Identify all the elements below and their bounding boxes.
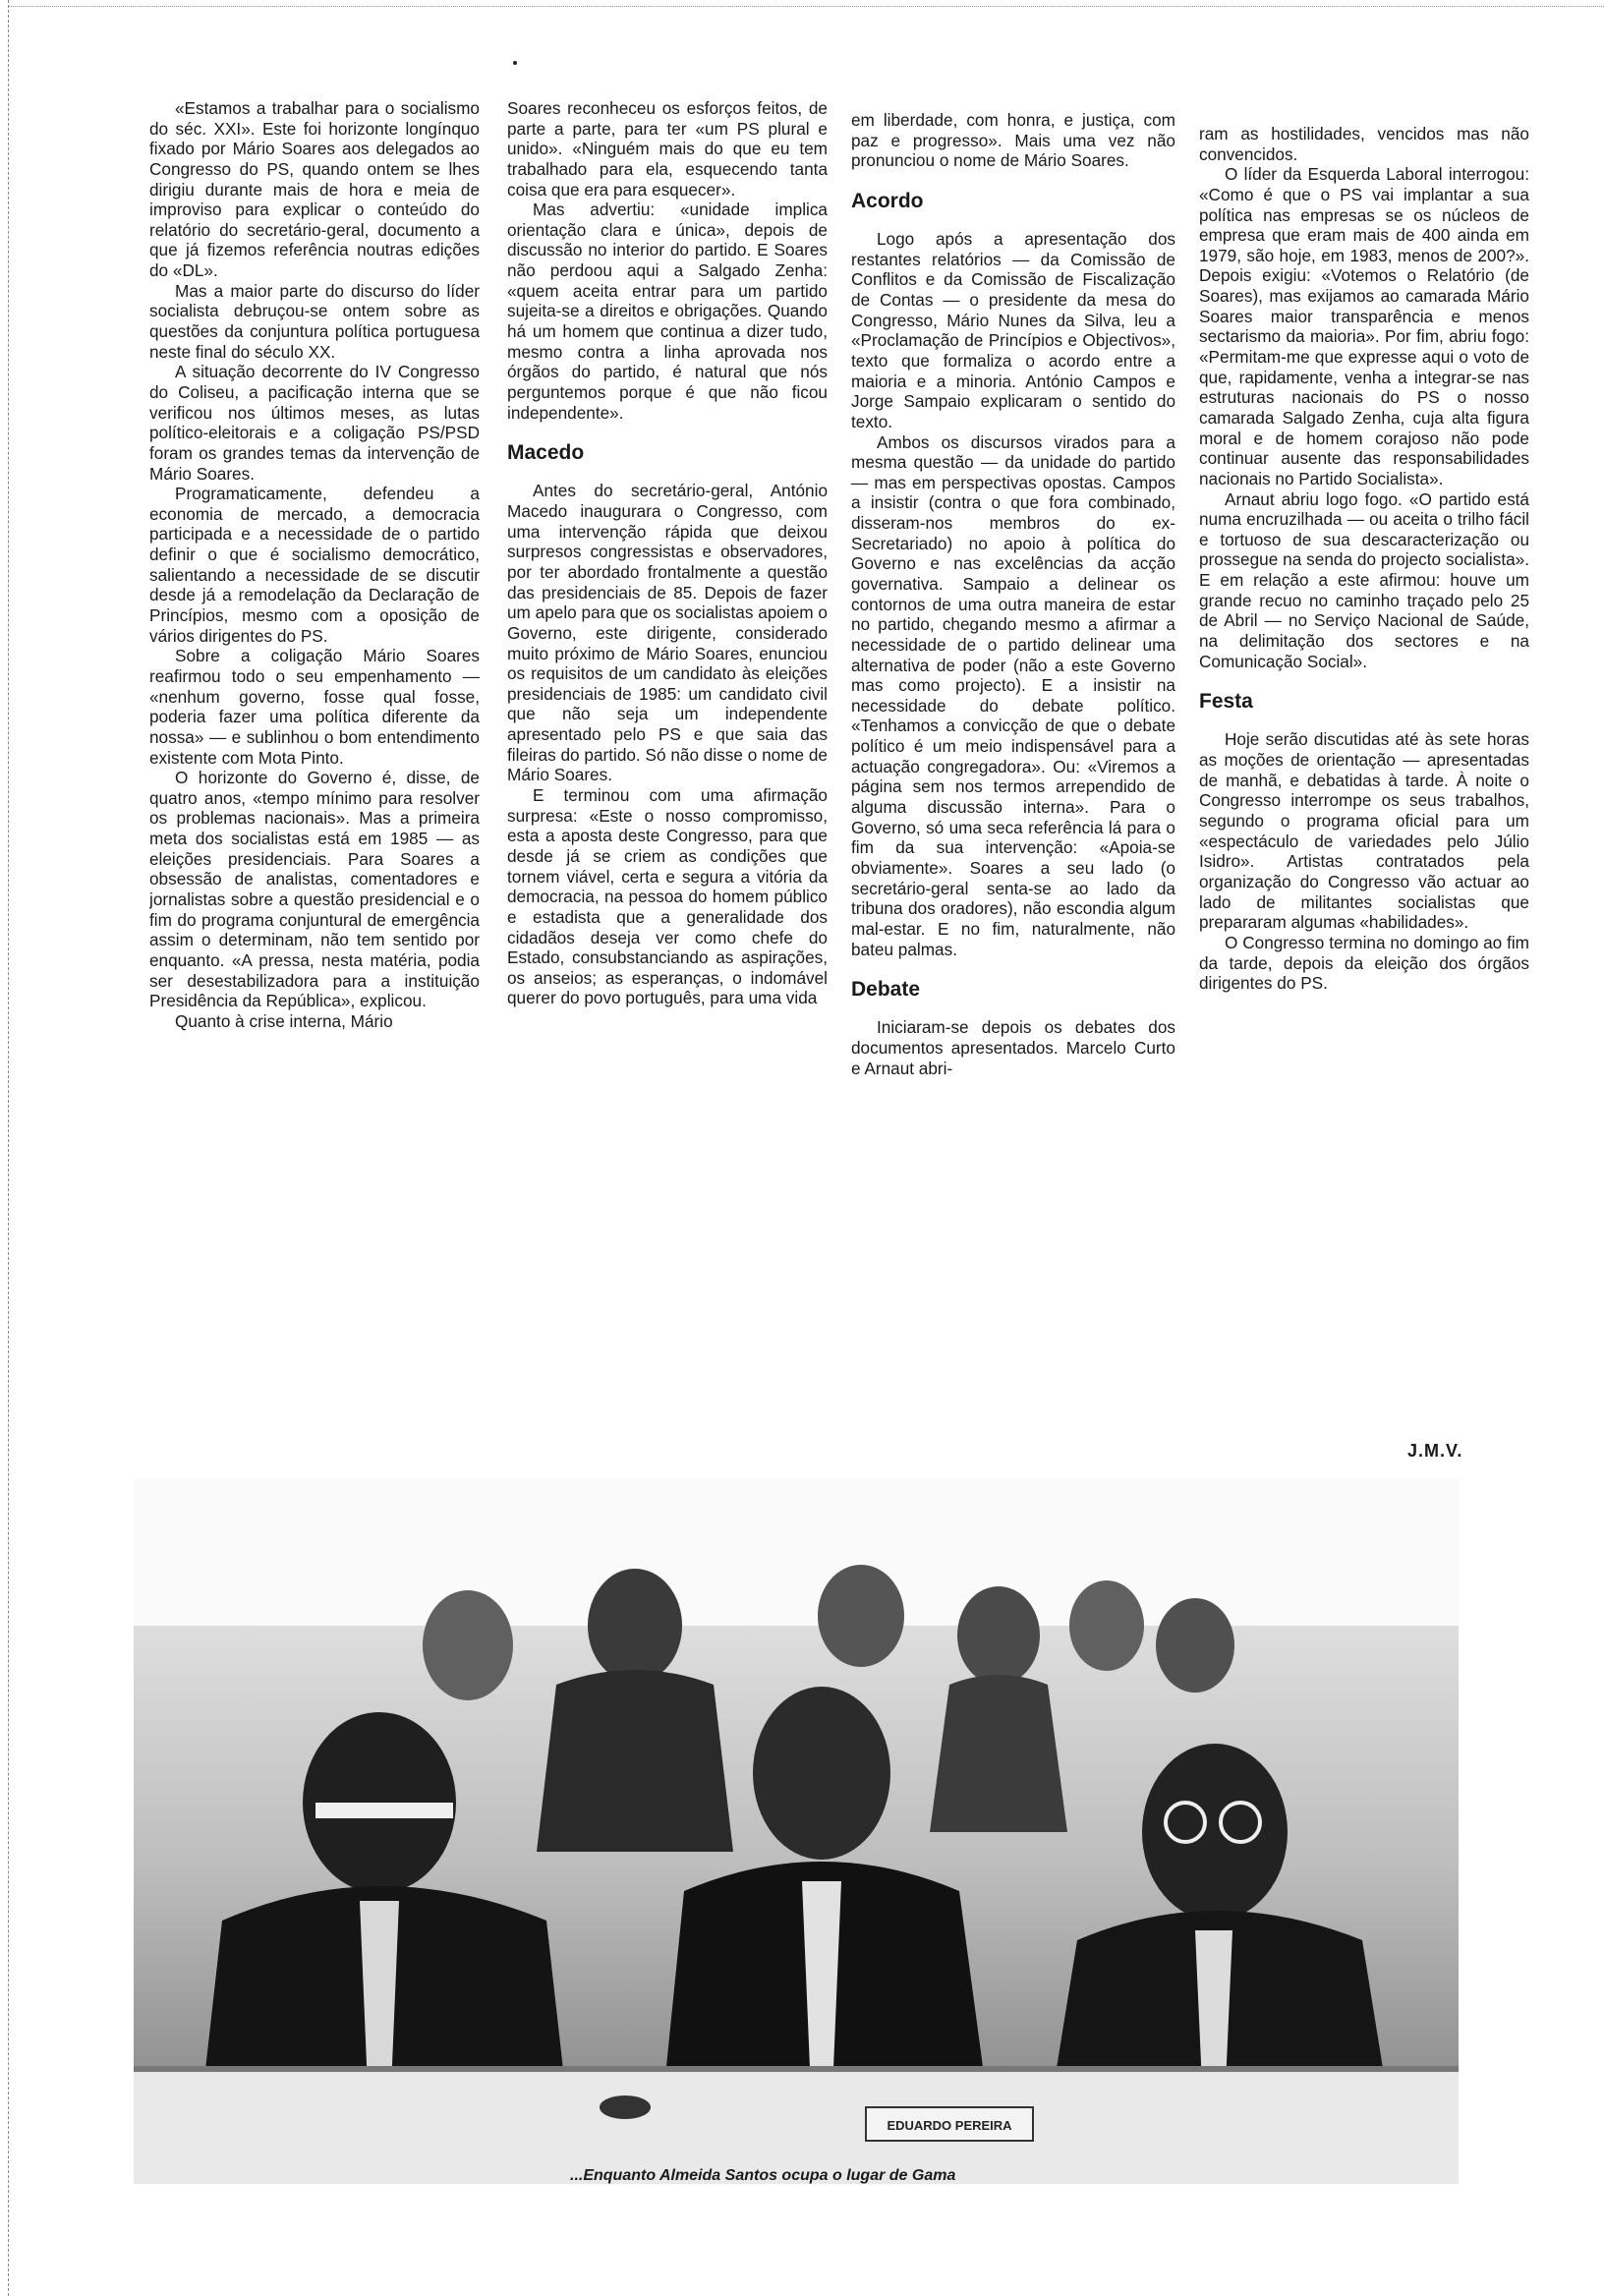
article-paragraph: Ambos os discursos virados para a mesma questão — da unidade do partido — mas em perspectivas opostas. Campos a insistir (contra o que fora combinado, disseram-nos membros do ex-Secretariado) no apoio à política do Governo e nas excelências da acção governativa. Sampaio a delinear os contornos de uma outra maneira de estar no partido, chegando mesmo a afirmar a necessidade de o partido delinear uma alternativa de poder (não a este Governo mas como projecto). E a insistir na necessidade do debate político. «Tenhamos a convicção de que o debate político é um meio indispensável para a actuação congregadora». Ou: «Viremos a página sem nos termos arrependido de alguma discussão interna». Para o Governo, só uma seca referência lá para o fim da sua intervenção: «Apoia-se obviamente». Soares a seu lado (o secretário-geral senta-se ao lado da tribuna dos oradores), não escondia algum mal-estar. E no fim, naturalmente, não bateu palmas.: [851, 431, 1175, 959]
article-paragraph: O líder da Esquerda Laboral interrogou: «Como é que o PS vai implantar a sua política nas empresas se os núcleos de empresa que eram mais de 400 ainda em 1979, são hoje, em 1983, menos de 200?». Depois exigiu: «Votemos o Relatório (de Soares), mas exijamos ao camarada Mário Soares maior transparência e menos sectarismo da maioria». Por fim, abriu fogo: «Permitam-me que expresse aqui o voto de que, rapidamente, venha a integrar-se nas estruturas nacionais do PS o nosso camarada Salgado Zenha, cuja alta figura moral e de homem corajoso não pode continuar ausente das responsabilidades nacionais no Partido Socialista».: [1199, 164, 1529, 488]
section-heading-debate: Debate: [851, 978, 921, 1002]
section-heading-macedo: Macedo: [507, 441, 585, 465]
photo-caption: ...Enquanto Almeida Santos ocupa o lugar de Gama: [570, 2167, 956, 2184]
article-paragraph: Logo após a apresentação dos restantes relatórios — da Comissão de Conflitos e da Comissão de Fiscalização de Contas — o presidente da mesa do Congresso, Mário Nunes da Silva, leu a «Proclamação de Princípios e Objectivos», texto que formaliza o acordo entre a maioria e a minoria. António Campos e Jorge Sampaio explicaram o sentido do texto.: [851, 229, 1175, 431]
section-heading-festa: Festa: [1199, 690, 1253, 714]
article-paragraph: Mas advertiu: «unidade implica orientação clara e única», depois de discussão no interior do partido. E Soares não perdoou aqui a Salgado Zenha: «quem aceita entrar para um partido sujeita-se a direitos e obrigações. Quando há um homem que continua a dizer tudo, mesmo contra a linha aprovada nos órgãos do partido, é natural que nós perguntemos porque é que não ficou independente».: [507, 200, 828, 423]
article-paragraph: Programaticamente, defendeu a economia de mercado, a democracia participada e a necessidade de o partido definir o que é socialismo democrático, salientando a necessidade de se discutir desde já a remodelação da Declaração de Princípios, mesmo com a oposição de vários dirigentes do PS.: [149, 484, 480, 646]
article-column-3: [851, 110, 1175, 1462]
article-paragraph: «Estamos a trabalhar para o socialismo do séc. XXI». Este foi horizonte longínquo fixado por Mário Soares aos delegados ao Congresso do PS, quando ontem se lhes dirigiu durante mais de hora e meia de improviso para explicar o conteúdo do relatório do secretário-geral, documento a que já fizemos referência noutras edições do «DL».: [149, 98, 480, 281]
article-paragraph: ram as hostilidades, vencidos mas não convencidos.: [1199, 124, 1529, 164]
article-paragraph: A situação decorrente do IV Congresso do Coliseu, a pacificação interna que se verificou nos últimos meses, as lutas político-eleitorais e a coligação PS/PSD foram os grandes temas da intervenção de Mário Soares.: [149, 362, 480, 484]
article-paragraph: Iniciaram-se depois os debates dos documentos apresentados. Marcelo Curto e Arnaut abri-: [851, 1017, 1175, 1078]
article-paragraph: O Congresso termina no domingo ao fim da tarde, depois da eleição dos órgãos dirigentes do PS.: [1199, 932, 1529, 994]
article-paragraph: em liberdade, com honra, e justiça, com paz e progresso». Mais uma vez não pronunciou o nome de Mário Soares.: [851, 110, 1175, 171]
scan-speck: [513, 61, 517, 65]
author-signature: J.M.V.: [1407, 1441, 1463, 1461]
article-paragraph: Soares reconheceu os esforços feitos, de parte a parte, para ter «um PS plural e unido». «Ninguém mais do que eu tem trabalhado para ela, esquecendo tanta coisa que era para esquecer».: [507, 98, 828, 200]
article-paragraph: Antes do secretário-geral, António Macedo inaugurara o Congresso, com uma intervenção rápida que deixou surpresos congressistas e observadores, por ter abordado frontalmente a questão das presidenciais de 85. Depois de fazer um apelo para que os socialistas apoiem o Governo, este dirigente, considerado muito próximo de Mário Soares, enunciou os requisitos de um candidato às eleições presidenciais de 1985: um candidato civil que não seja um independente apresentado pelo PS e que saia das fileiras do partido. Só não disse o nome de Mário Soares.: [507, 481, 828, 785]
nameplate: EDUARDO PEREIRA: [887, 2118, 1012, 2133]
scan-left-edge: [0, 0, 9, 2296]
article-paragraph: Mas a maior parte do discurso do líder socialista debruçou-se ontem sobre as questões da conjuntura política portuguesa neste final do século XX.: [149, 280, 480, 362]
article-paragraph: Hoje serão discutidas até às sete horas as moções de orientação — apresentadas de manhã, e debatidas à tarde. À noite o Congresso interrompe os seus trabalhos, segundo o programa oficial para um «espectáculo de variedades pelo Júlio Isidro». Artistas contratados pela organização do Congresso vão actuar ao lado de militantes socialistas que prepararam algumas «habilidades».: [1199, 729, 1529, 933]
article-column-2: [507, 98, 828, 1450]
article-column-4: [1199, 124, 1529, 1475]
article-paragraph: Quanto à crise interna, Mário: [175, 1010, 393, 1031]
congress-photo-graphic: [134, 1478, 1459, 2184]
article-paragraph: Arnaut abriu logo fogo. «O partido está numa encruzilhada — ou aceita o trilho fácil e tortuoso de sua descaracterização ou prossegue na senda do projecto socialista». E em relação a este afirmou: houve um grande recuo no caminho traçado pelo 25 de Abril — no Serviço Nacional de Saúde, na delimitação dos sectores e na Comunicação Social».: [1199, 488, 1529, 671]
scan-top-edge: [8, 0, 1604, 7]
article-paragraph: E terminou com uma afirmação surpresa: «Este o nosso compromisso, esta a aposta deste Congresso, para que desde já se criem as condições que tornem viável, certa e segura a vitória da democracia, na pessoa do homem público e estadista que a generalidade dos cidadãos deseja ver como chefe do Estado, consubstanciando as aspirações, os anseios; as esperanças, o indomável querer do povo português, para uma vida: [507, 785, 828, 1008]
article-paragraph: Sobre a coligação Mário Soares reafirmou todo o seu empenhamento — «nenhum governo, fosse qual fosse, poderia fazer uma política diferente da nossa» — e sublinhou o bom entendimento existente com Mota Pinto.: [149, 646, 480, 768]
article-column-1: [149, 98, 480, 1450]
article-paragraph: O horizonte do Governo é, disse, de quatro anos, «tempo mínimo para resolver os problemas nacionais». Mas a primeira meta dos socialistas está em 1985 — as eleições presidenciais. Para Soares a obsessão de analistas, comentadores e jornalistas sobre a questão presidencial e o fim do programa conjuntural de emergência assim o determinam, não tem sentido por enquanto. «A pressa, nesta matéria, podia ser desestabilizadora para a instituição Presidência da República», explicou.: [149, 768, 480, 1011]
section-heading-acordo: Acordo: [851, 189, 924, 212]
congress-photo: [134, 1478, 1459, 2184]
